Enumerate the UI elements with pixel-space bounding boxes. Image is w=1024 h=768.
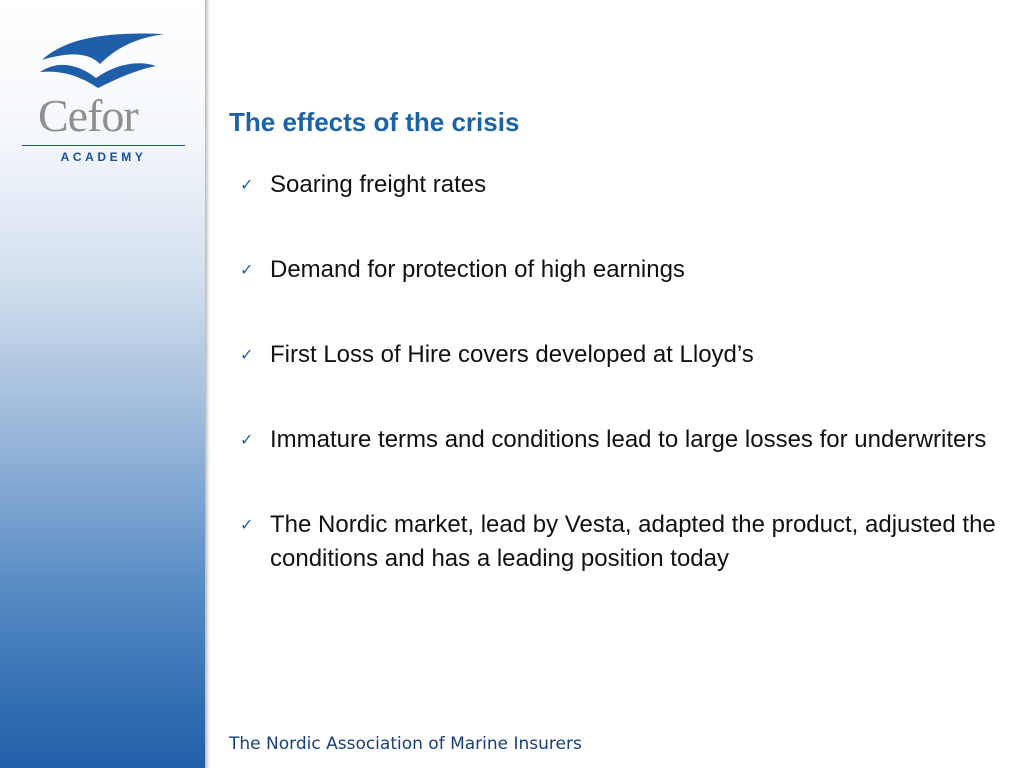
bullet-text: Demand for protection of high earnings (270, 256, 685, 283)
list-item (240, 508, 1000, 576)
check-icon: ✓ (240, 175, 254, 194)
slide-title: The effects of the crisis (229, 107, 520, 137)
logo-subtitle: ACADEMY (60, 150, 147, 164)
list-item (240, 423, 1000, 457)
check-icon: ✓ (240, 345, 254, 364)
check-icon: ✓ (240, 515, 254, 534)
logo-rule (22, 145, 185, 146)
footer-text: The Nordic Association of Marine Insurers (229, 734, 582, 754)
check-icon: ✓ (240, 430, 254, 449)
bullet-text: First Loss of Hire covers developed at Lloyd’s (270, 341, 754, 368)
logo-waves-icon (38, 30, 168, 88)
list-item (240, 168, 1000, 202)
bullet-text: Soaring freight rates (270, 171, 487, 198)
sidebar-divider (205, 0, 210, 768)
logo-wordmark: Cefor (38, 90, 138, 141)
list-item (240, 253, 1000, 287)
check-icon: ✓ (240, 260, 254, 279)
bullet-text: Immature terms and conditions lead to large losses for underwriters (270, 426, 987, 453)
bullet-list (240, 168, 1000, 627)
bullet-text: The Nordic market, lead by Vesta, adapted the product, adjusted the conditions and has a leading position today (270, 511, 996, 572)
list-item (240, 338, 1000, 372)
